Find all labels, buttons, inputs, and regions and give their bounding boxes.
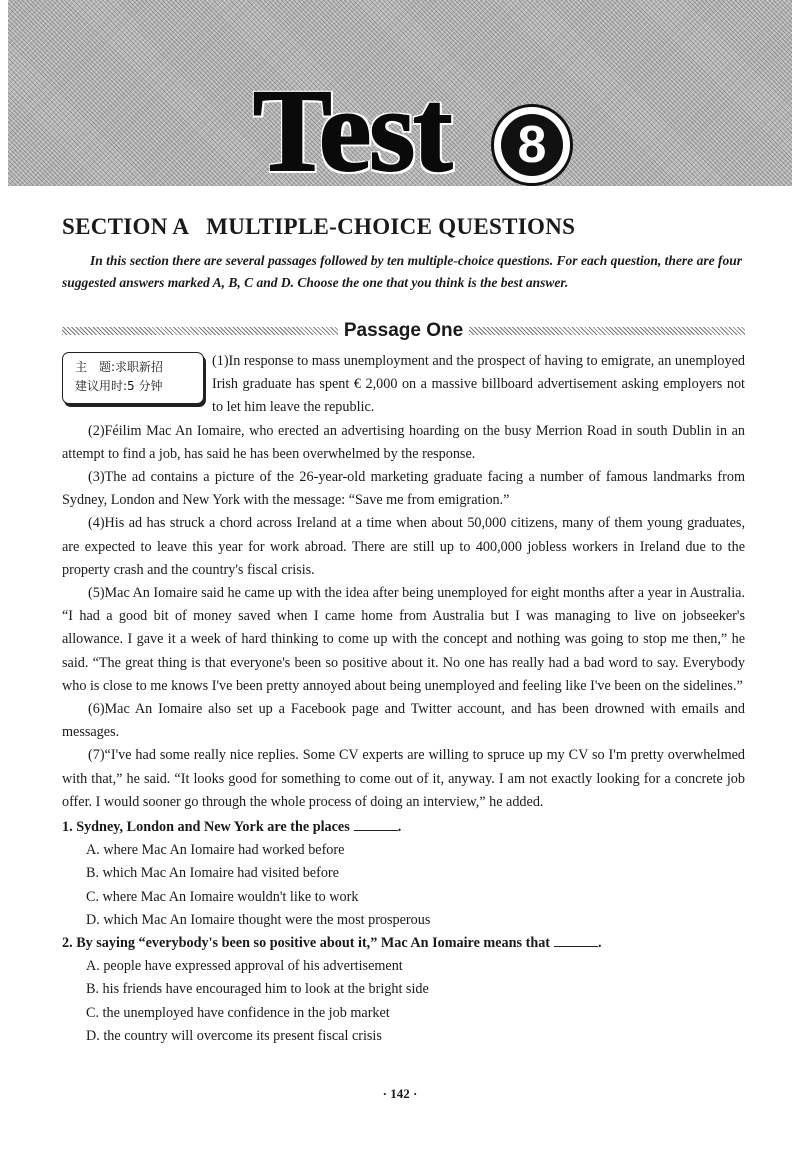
question-1-option-a: A. where Mac An Iomaire had worked before <box>86 842 345 859</box>
paragraph-2: (2)Féilim Mac An Iomaire, who erected an advertising hoarding on the busy Merrion Road in south Dublin in an attempt to find a job, has said he has been overwhelmed by the response. <box>62 422 745 462</box>
page-number: · 142 · <box>382 1086 418 1101</box>
passage-body <box>62 350 745 1048</box>
answer-blank <box>354 818 398 831</box>
question-2-option-c: C. the unemployed have confidence in the job market <box>86 1004 390 1021</box>
passage-header-rule-right <box>469 327 745 335</box>
paragraph-5: (5)Mac An Iomaire said he came up with the idea after being unemployed for eight months after a year in Australia. “I had a good bit of money saved when I came home from Australia but I was managing to live on jobseeker's allowance. I gave it a week of hard thinking to come up with the concept and nothing was going to stop me then,” he said. “The great thing is that everyone's been so positive about it. No one has really had a bad word to say. Everybody who is close to me knows I've been pretty annoyed about being unemployed and feeling like I've been on the sidelines.” <box>62 585 745 694</box>
test-title: Test <box>253 65 451 196</box>
question-1-option-c: C. where Mac An Iomaire wouldn't like to work <box>86 888 359 905</box>
paragraph-6: (6)Mac An Iomaire also set up a Facebook page and Twitter account, and has been drowned with emails and messages. <box>62 701 745 741</box>
question-2-stem: 2. By saying “everybody's been so positive about it,” Mac An Iomaire means that . <box>62 935 602 952</box>
passage-title: Passage One <box>343 320 464 341</box>
paragraph-4: (4)His ad has struck a chord across Ireland at a time when about 50,000 citizens, many of them young graduates, are expected to leave this year for work abroad. There are still up to 400,000 jobless workers in Ireland due to the property crash and the country's fiscal crisis. <box>62 515 745 578</box>
info-time: 建议用时:5 分钟 <box>75 379 163 393</box>
question-2-option-b: B. his friends have encouraged him to look at the bright side <box>86 981 429 998</box>
question-1-option-d: D. which Mac An Iomaire thought were the most prosperous <box>86 911 431 928</box>
answer-blank <box>554 934 598 947</box>
paragraph-7: (7)“I've had some really nice replies. Some CV experts are willing to spruce up my CV so I'm pretty overwhelmed with that,” he said. “It looks good for something to come out of it, anyway. I am not exactly looking for a concrete job offer. I would sooner go through the whole process of doing an interview,” he added. <box>62 747 745 810</box>
test-number: 8 <box>501 114 563 176</box>
passage-header <box>62 318 745 344</box>
paragraph-1: (1)In response to mass unemployment and the prospect of having to emigrate, an unemployed Irish graduate has spent € 2,000 on a massive billboard advertisement asking employers not to let him leave the republic. <box>212 353 745 416</box>
section-instructions: In this section there are several passages followed by ten multiple-choice questions. For each question, there are four suggested answers marked A, B, C and D. Choose the one that you think is the best answer. <box>62 253 742 290</box>
section-title: SECTION A MULTIPLE-CHOICE QUESTIONS <box>62 214 576 239</box>
passage-header-rule-left <box>62 327 338 335</box>
question-2-option-d: D. the country will overcome its present fiscal crisis <box>86 1027 382 1044</box>
question-2-option-a: A. people have expressed approval of his advertisement <box>86 958 403 975</box>
info-topic: 主 题:求职新招 <box>75 360 164 374</box>
question-1-stem: 1. Sydney, London and New York are the places . <box>62 819 402 836</box>
question-1-text: 1. Sydney, London and New York are the places <box>62 819 350 836</box>
question-1-option-b: B. which Mac An Iomaire had visited before <box>86 865 339 882</box>
question-2-text: 2. By saying “everybody's been so positive about it,” Mac An Iomaire means that <box>62 935 551 952</box>
paragraph-3: (3)The ad contains a picture of the 26-year-old marketing graduate facing a number of famous landmarks from Sydney, London and New York with the message: “Save me from emigration.” <box>62 469 745 509</box>
test-number-badge <box>491 104 573 186</box>
header-banner <box>8 0 792 196</box>
